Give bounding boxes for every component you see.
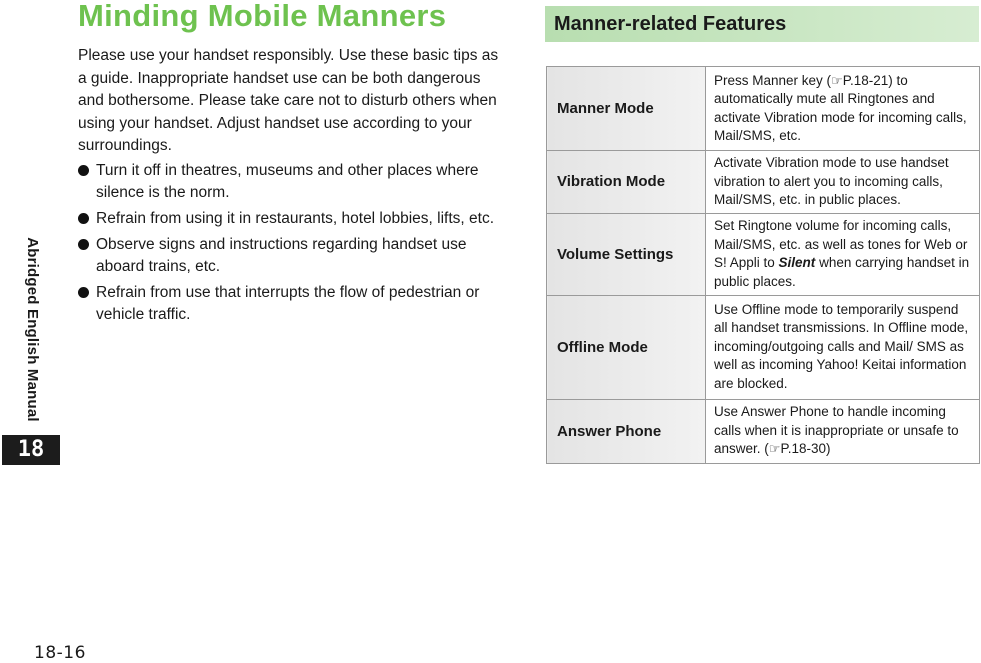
- bullet-icon: [78, 165, 89, 176]
- bullet-icon: [78, 239, 89, 250]
- feature-description: Press Manner key (☞P.18-21) to automatically mute all Ringtones and activate Vibration mode for incoming calls, Mail/SMS, etc.: [706, 67, 980, 151]
- features-table: [546, 66, 980, 464]
- tip-text: Refrain from use that interrupts the flow of pedestrian or vehicle traffic.: [96, 284, 480, 323]
- chapter-badge: 18: [2, 435, 60, 465]
- feature-name: Vibration Mode: [547, 151, 706, 214]
- tip-text: Observe signs and instructions regarding handset use aboard trains, etc.: [96, 236, 467, 275]
- feature-name: Volume Settings: [547, 213, 706, 295]
- page-number: 18-16: [34, 643, 86, 663]
- silent-emphasis: Silent: [778, 255, 816, 270]
- list-item: [78, 160, 508, 204]
- list-item: [78, 208, 508, 230]
- feature-description: Use Answer Phone to handle incoming calls when it is inappropriate or unsafe to answer. (☞P.18-30): [706, 399, 980, 463]
- page-reference-icon: ☞: [831, 72, 843, 88]
- table-row: [547, 399, 980, 463]
- bullet-icon: [78, 213, 89, 224]
- table-row: [547, 295, 980, 399]
- table-row: [547, 67, 980, 151]
- list-item: [78, 282, 508, 326]
- table-row: [547, 213, 980, 295]
- table-row: [547, 151, 980, 214]
- intro-paragraph: Please use your handset responsibly. Use these basic tips as a guide. Inappropriate handset use can be both dangerous and bothersome. Please take care not to disturb others when using your handset. Adjust handset use according to your surroundings.: [78, 47, 499, 154]
- feature-name: Manner Mode: [547, 67, 706, 151]
- feature-description: Set Ringtone volume for incoming calls, Mail/SMS, etc. as well as tones for Web or S! Appli to Silent when carrying handset in public places.: [706, 213, 980, 295]
- page-title: Minding Mobile Manners: [78, 0, 447, 33]
- feature-description: Activate Vibration mode to use handset vibration to alert you to incoming calls, Mail/SMS, etc. in public places.: [706, 151, 980, 214]
- feature-name: Answer Phone: [547, 399, 706, 463]
- page-reference-icon: ☞: [768, 441, 781, 457]
- tips-list: [78, 160, 508, 330]
- tip-text: Turn it off in theatres, museums and other places where silence is the norm.: [96, 162, 479, 201]
- list-item: [78, 234, 508, 278]
- tip-text: Refrain from using it in restaurants, hotel lobbies, lifts, etc.: [96, 210, 495, 227]
- sidebar-label-text: Abridged English Manual: [23, 236, 41, 422]
- bullet-icon: [78, 287, 89, 298]
- feature-description: Use Offline mode to temporarily suspend all handset transmissions. In Offline mode, incoming/outgoing calls and Mail/ SMS as well as incoming Yahoo! Keitai information are blocked.: [706, 295, 980, 399]
- sidebar-label: [2, 230, 62, 428]
- feature-name: Offline Mode: [547, 295, 706, 399]
- section-title: Manner-related Features: [545, 6, 979, 42]
